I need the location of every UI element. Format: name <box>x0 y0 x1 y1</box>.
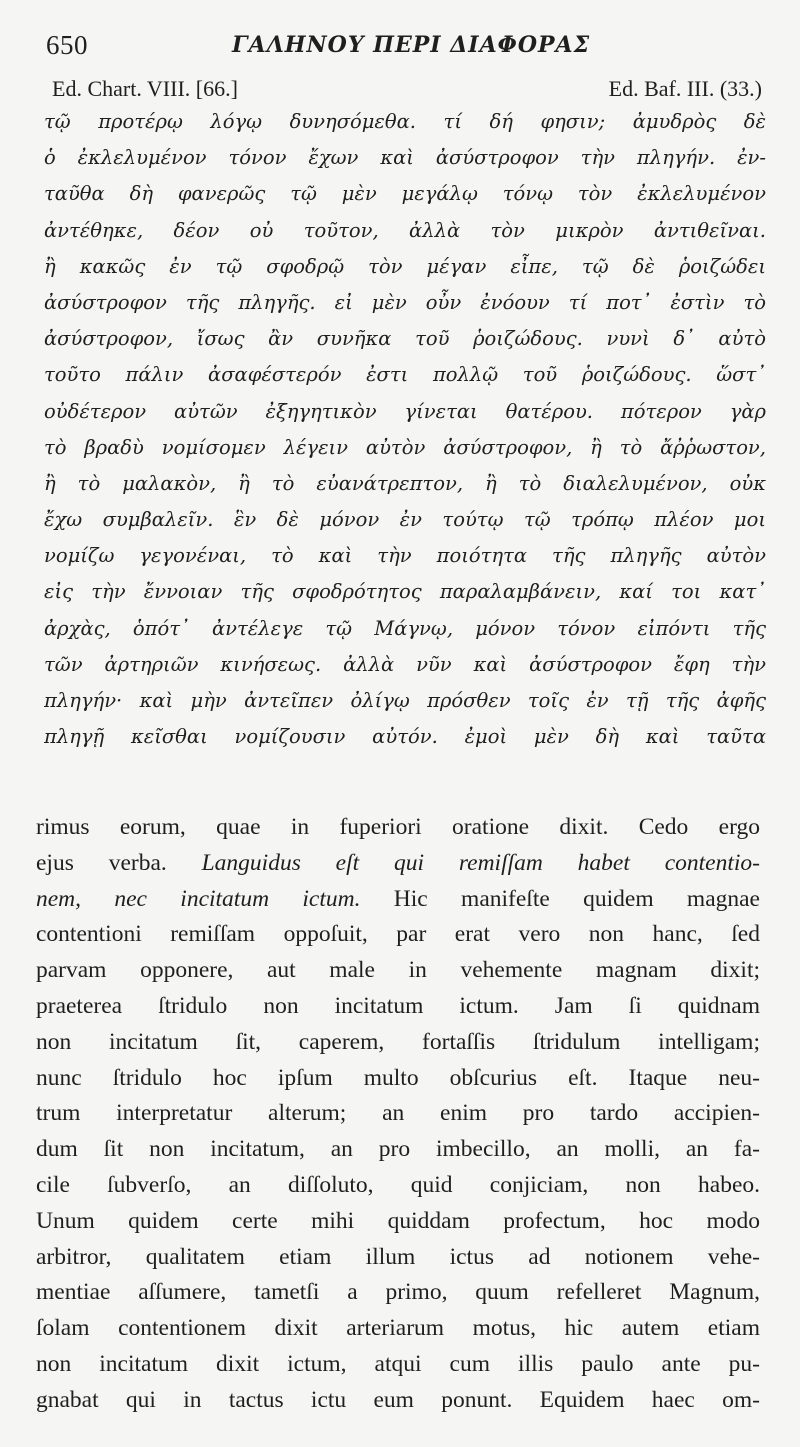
greek-line: ἀντέθηκε, δέον οὐ τοῦτον, ἀλλὰ τὸν μικρὸν ἀντιθεῖναι. <box>44 218 766 242</box>
greek-line: οὐδέτερον αὐτῶν ἐξηγητικὸν γίνεται θατέρου. πότερον γὰρ <box>44 399 766 423</box>
latin-line-with-quote <box>36 846 760 882</box>
latin-quotation: Languidus eſt qui remiſſam habet contentio- <box>201 849 760 876</box>
greek-line: ταῦθα δὴ φανερῶς τῷ μὲν μεγάλῳ τόνῳ τὸν ἐκλελυμένον <box>44 182 766 206</box>
book-title: ΓΑΛΗΝΟΥ ΠΕΡΙ ΔΙΑΦΟΡΑΣ <box>232 32 591 58</box>
latin-line: non incitatum dixit ictum, atqui cum illis paulo ante pu- <box>36 1350 760 1377</box>
edition-references <box>52 76 762 106</box>
latin-line: arbitror, qualitatem etiam illum ictus ad notionem vehe- <box>36 1243 760 1270</box>
page-number: 650 <box>46 30 88 60</box>
greek-line: τὸ βραδὺ νομίσομεν λέγειν αὐτὸν ἀσύστροφον, ἢ τὸ ἄῤῥωστον, <box>44 435 766 459</box>
greek-text-block <box>44 104 766 755</box>
latin-text: ejus verba. <box>36 849 202 876</box>
latin-line: rimus eorum, quae in fuperiori oratione dixit. Cedo ergo <box>36 814 760 840</box>
latin-line: cile ſubverſo, an diſſoluto, quid conjiciam, non habeo. <box>36 1171 760 1198</box>
latin-line: contentioni remiſſam oppoſuit, par erat vero non hanc, ſed <box>36 921 760 948</box>
greek-line: ἢ κακῶς ἐν τῷ σφοδρῷ τὸν μέγαν εἶπε, τῷ δὲ ῥοιζώδει <box>44 254 766 278</box>
greek-line: νομίζω γεγονέναι, τὸ καὶ τὴν ποιότητα τῆς πληγῆς αὐτὸν <box>44 544 766 568</box>
greek-line: εἰς τὴν ἔννοιαν τῆς σφοδρότητος παραλαμβάνειν, καί τοι κατ᾿ <box>44 580 766 604</box>
latin-line: ſolam contentionem dixit arteriarum motus, hic autem etiam <box>36 1315 760 1342</box>
latin-line: parvam opponere, aut male in vehemente magnam dixit; <box>36 957 760 984</box>
latin-line: trum interpretatur alterum; an enim pro tardo accipien- <box>36 1100 760 1127</box>
latin-line: dum ſit non incitatum, an pro imbecillo, an molli, an fa- <box>36 1136 760 1163</box>
running-head <box>46 30 764 66</box>
latin-line-with-quote <box>36 882 760 918</box>
latin-line: nunc ſtridulo hoc ipſum multo obſcurius eſt. Itaque neu- <box>36 1064 760 1091</box>
greek-line: ἢ τὸ μαλακὸν, ἢ τὸ εὐανάτρεπτον, ἢ τὸ διαλελυμένον, οὐκ <box>44 471 766 495</box>
greek-line: ὁ ἐκλελυμένον τόνον ἔχων καὶ ἀσύστροφον τὴν πληγήν. ἐν- <box>44 146 766 170</box>
edition-chartier-ref: Ed. Chart. VIII. [66.] <box>52 76 238 101</box>
latin-text: Hic manifeſte quidem magnae <box>360 885 760 912</box>
greek-line: τῷ προτέρῳ λόγῳ δυνησόμεθα. τί δή φησιν; ἀμυδρὸς δὲ <box>44 110 766 133</box>
latin-quotation: nem, nec incitatum ictum. <box>36 885 361 912</box>
latin-line: Unum quidem certe mihi quiddam profectum, hoc modo <box>36 1207 760 1234</box>
greek-line: πληγῇ κεῖσθαι νομίζουσιν αὐτόν. ἐμοὶ μὲν δὴ καὶ ταῦτα <box>44 725 766 749</box>
greek-line: ἀσύστροφον, ἴσως ἂν συνῆκα τοῦ ῥοιζώδους. νυνὶ δ᾿ αὐτὸ <box>44 327 766 351</box>
greek-line: ἀρχὰς, ὁπότ᾿ ἀντέλεγε τῷ Μάγνῳ, μόνον τόνον εἰπόντι τῆς <box>44 616 766 640</box>
greek-line: ἔχω συμβαλεῖν. ἓν δὲ μόνον ἐν τούτῳ τῷ τρόπῳ πλέον μοι <box>44 508 766 532</box>
greek-line: πληγήν· καὶ μὴν ἀντεῖπεν ὀλίγῳ πρόσθεν τοῖς ἐν τῇ τῆς ἀφῆς <box>44 689 766 712</box>
latin-text-block <box>36 810 760 1419</box>
latin-line: gnabat qui in tactus ictu eum ponunt. Equidem haec om- <box>36 1386 760 1413</box>
latin-line: non incitatum ſit, caperem, fortaſſis ſtridulum intelligam; <box>36 1028 760 1055</box>
edition-basel-ref: Ed. Baf. III. (33.) <box>608 76 762 101</box>
greek-line: ἀσύστροφον τῆς πληγῆς. εἰ μὲν οὖν ἐνόουν τί ποτ᾿ ἐστὶν τὸ <box>44 290 766 314</box>
greek-line: τῶν ἀρτηριῶν κινήσεως. ἀλλὰ νῦν καὶ ἀσύστροφον ἔφη τὴν <box>44 652 766 676</box>
greek-line: τοῦτο πάλιν ἀσαφέστερόν ἐστι πολλῷ τοῦ ῥοιζώδους. ὥστ᾿ <box>44 363 766 387</box>
latin-line: praeterea ſtridulo non incitatum ictum. Jam ſi quidnam <box>36 992 760 1019</box>
latin-line: mentiae aſſumere, tametſi a primo, quum refelleret Magnum, <box>36 1279 760 1306</box>
